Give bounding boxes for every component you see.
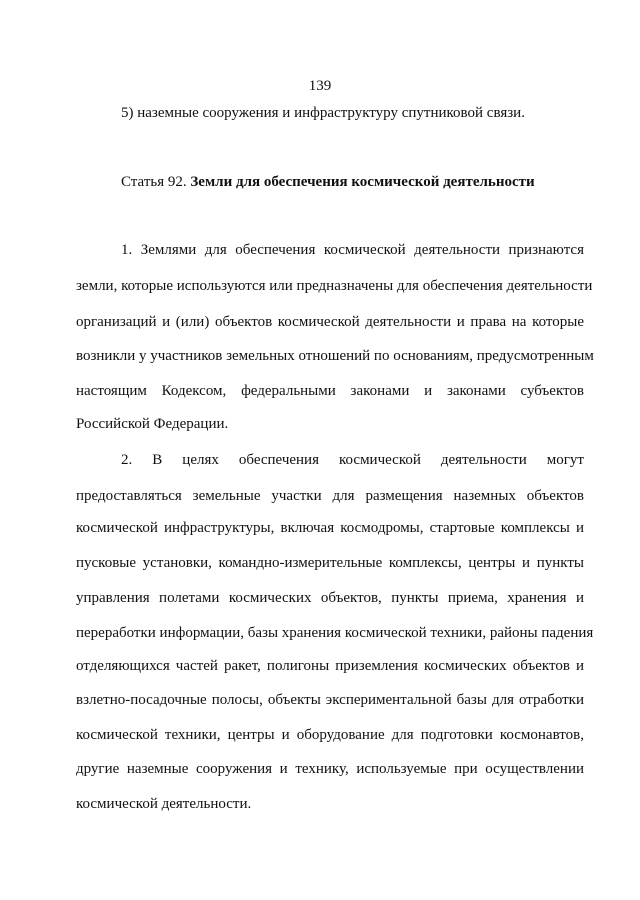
paragraph-line: другие наземные сооружения и технику, используемые при осуществлении [76,761,584,777]
paragraph-line: космической техники, центры и оборудование для подготовки космонавтов, [76,727,584,743]
paragraph-line: космической инфраструктуры, включая космодромы, стартовые комплексы и [76,520,584,536]
paragraph-line: переработки информации, базы хранения космической техники, районы падения [76,625,594,641]
paragraph-line: Российской Федерации. [76,416,229,432]
paragraph-line: возникли у участников земельных отношений по основаниям, предусмотренным [76,348,594,364]
paragraph-line: земли, которые используются или предназначены для обеспечения деятельности [76,278,593,294]
list-item-5: 5) наземные сооружения и инфраструктуру спутниковой связи. [121,105,525,121]
article-title: Земли для обеспечения космической деятельности [190,174,535,190]
paragraph-line: взлетно-посадочные полосы, объекты экспериментальной базы для отработки [76,692,584,708]
paragraph-line: космической деятельности. [76,796,252,812]
page-number: 139 [308,78,332,94]
article-number: Статья 92. [121,174,187,190]
paragraph-line: управления полетами космических объектов, пункты приема, хранения и [76,590,584,606]
paragraph-line: пусковые установки, командно-измерительные комплексы, центры и пункты [76,555,584,571]
article-heading [121,172,535,192]
paragraph-line: предоставляться земельные участки для размещения наземных объектов [76,488,584,504]
paragraph-line: отделяющихся частей ракет, полигоны приземления космических объектов и [76,658,584,674]
paragraph-line: 1. Землями для обеспечения космической деятельности признаются [121,242,584,258]
paragraph-line: 2. В целях обеспечения космической деятельности могут [121,452,584,468]
paragraph-line: организаций и (или) объектов космической деятельности и права на которые [76,314,584,330]
paragraph-line: настоящим Кодексом, федеральными законами и законами субъектов [76,383,584,399]
